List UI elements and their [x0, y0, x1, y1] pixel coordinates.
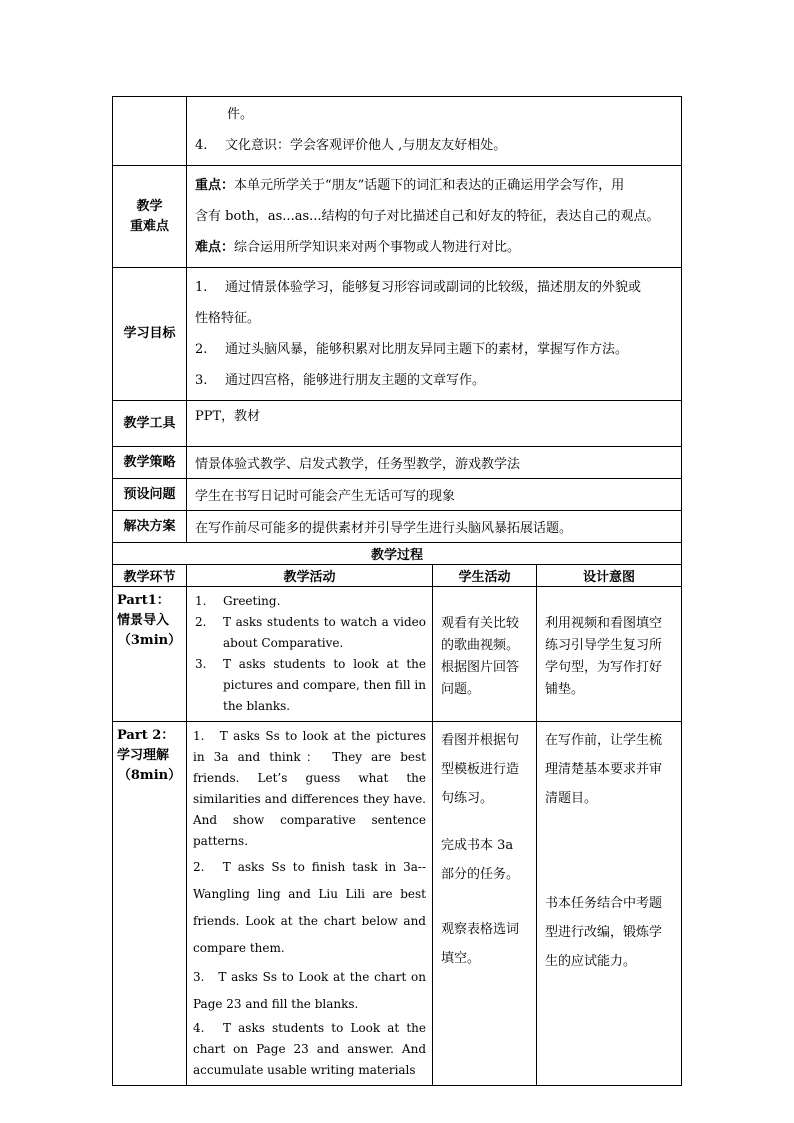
strategy-label: 教学策略: [113, 447, 187, 479]
key-point-label: 重点：: [195, 178, 235, 193]
solution-label: 解决方案: [113, 511, 187, 543]
activity-item: [195, 591, 426, 612]
part2-activity-2: 2. T asks Ss to finish task in 3a--Wangling ling and Liu Lili are best friends. Look at the chart below and compare them.: [193, 860, 426, 955]
item-number: 4.: [195, 138, 208, 153]
part1-design-intent: 利用视频和看图填空练习引导学生复习所学句型，为写作打好铺垫。: [537, 587, 682, 722]
difficulty-line: [195, 232, 673, 263]
item-text: Greeting.: [223, 594, 281, 608]
item-number: 1.: [195, 280, 208, 295]
solution-row: [113, 511, 682, 543]
item-text: 通过四宫格，能够进行朋友主题的文章写作。: [225, 373, 486, 388]
part2-activity-1: 1. T asks Ss to look at the pictures in 3a and think： They are best friends. Let’s guess what the similarities and differences they have. And show comparative sentence patterns.: [193, 729, 426, 848]
part2-name: Part 2：: [117, 728, 175, 743]
item-number: 1.: [195, 594, 207, 608]
part2-duration: （8min）: [117, 768, 182, 783]
focus-content: [187, 166, 682, 268]
part1-title: 情景导入: [117, 613, 170, 628]
process-title: 教学过程: [113, 543, 682, 565]
item-text: 通过头脑风暴，能够积累对比朋友异同主题下的素材，掌握写作方法。: [225, 342, 629, 357]
header-stage: 教学环节: [113, 565, 187, 587]
item-text: T asks students to look at the pictures and compare, then fill in the blanks.: [223, 657, 426, 713]
header-teacher-activity: 教学活动: [187, 565, 433, 587]
part2-row: [113, 722, 682, 1086]
design-intent-2: 书本任务结合中考题型进行改编，锻炼学生的应试能力。: [545, 896, 663, 969]
item-number: 3.: [195, 657, 207, 671]
tools-value: PPT，教材: [187, 401, 682, 447]
focus-label: [113, 166, 187, 268]
difficulty-label: 难点：: [195, 240, 235, 255]
item-number: 2.: [195, 342, 208, 357]
goal-item-2: [195, 334, 673, 365]
item-text: T asks students to watch a video about Comparative.: [223, 615, 426, 650]
header-student-activity: 学生活动: [433, 565, 537, 587]
tools-label: 教学工具: [113, 401, 187, 447]
part1-row: [113, 587, 682, 722]
activity-item: [195, 612, 426, 654]
strategy-row: [113, 447, 682, 479]
item-number: 2.: [195, 615, 207, 629]
part1-activities: [187, 587, 433, 722]
objective-item-4: [195, 130, 673, 161]
problem-row: [113, 479, 682, 511]
part1-student-activity: 观看有关比较的歌曲视频。根据图片回答问题。: [433, 587, 537, 722]
empty-label-cell: [113, 97, 187, 166]
problem-label: 预设问题: [113, 479, 187, 511]
key-point-text: 本单元所学关于“朋友”话题下的词汇和表达的正确运用学会写作，用: [234, 178, 625, 193]
strategy-value: 情景体验式教学、启发式教学，任务型教学，游戏教学法: [187, 447, 682, 479]
process-title-row: [113, 543, 682, 565]
part2-activity-3: 3. T asks Ss to Look at the chart on Page 23 and fill the blanks.: [193, 970, 426, 1011]
part2-student-activity: [433, 722, 537, 1086]
focus-label-line1: 教学: [136, 198, 163, 214]
focus-label-line2: 重难点: [129, 218, 169, 234]
goals-row: [113, 268, 682, 401]
item-text: 文化意识：学会客观评价他人 ,与朋友友好相处。: [225, 138, 507, 153]
solution-value: 在写作前尽可能多的提供素材并引导学生进行头脑风暴拓展话题。: [187, 511, 682, 543]
design-intent-1: 在写作前，让学生梳理清楚基本要求并审清题目。: [545, 733, 663, 806]
problem-value: 学生在书写日记时可能会产生无话可写的现象: [187, 479, 682, 511]
goals-content: [187, 268, 682, 401]
item-text: 通过情景体验学习，能够复习形容词或副词的比较级，描述朋友的外貌或: [225, 280, 642, 295]
part2-title: 学习理解: [117, 748, 170, 763]
part1-duration: （3min）: [117, 633, 182, 648]
part2-activity-4: 4. T asks students to Look at the chart on Page 23 and answer. And accumulate usable writing materials: [193, 1021, 426, 1077]
part2-activities: [187, 722, 433, 1086]
goal-item-3: [195, 365, 673, 396]
objectives-continued-cell: [187, 97, 682, 166]
item-number: 3.: [195, 373, 208, 388]
tools-row: [113, 401, 682, 447]
key-point-line2: 含有 both，as...as...结构的句子对比描述自己和好友的特征，表达自己的观点。: [195, 209, 660, 224]
key-point-line1: [195, 170, 673, 201]
lesson-plan-table: [112, 96, 682, 1086]
part1-name: Part1：: [117, 593, 170, 608]
objectives-continued-row: [113, 97, 682, 166]
part2-design-intent: [537, 722, 682, 1086]
focus-row: [113, 166, 682, 268]
process-header-row: [113, 565, 682, 587]
student-activity-2: 完成书本 3a 部分的任务。: [441, 838, 520, 882]
student-activity-3: 观察表格选词填空。: [441, 922, 520, 966]
goal-item-1: [195, 272, 673, 303]
student-activity-1: 看图并根据句型模板进行造句练习。: [441, 733, 520, 806]
part2-label: [113, 722, 187, 1086]
difficulty-text: 综合运用所学知识来对两个事物或人物进行对比。: [234, 240, 521, 255]
goal-item-1-cont: 性格特征。: [195, 311, 261, 326]
goals-label: 学习目标: [113, 268, 187, 401]
header-design-intent: 设计意图: [537, 565, 682, 587]
objective-line-end: 件。: [227, 107, 254, 122]
activity-item: [195, 654, 426, 717]
part1-label: [113, 587, 187, 722]
